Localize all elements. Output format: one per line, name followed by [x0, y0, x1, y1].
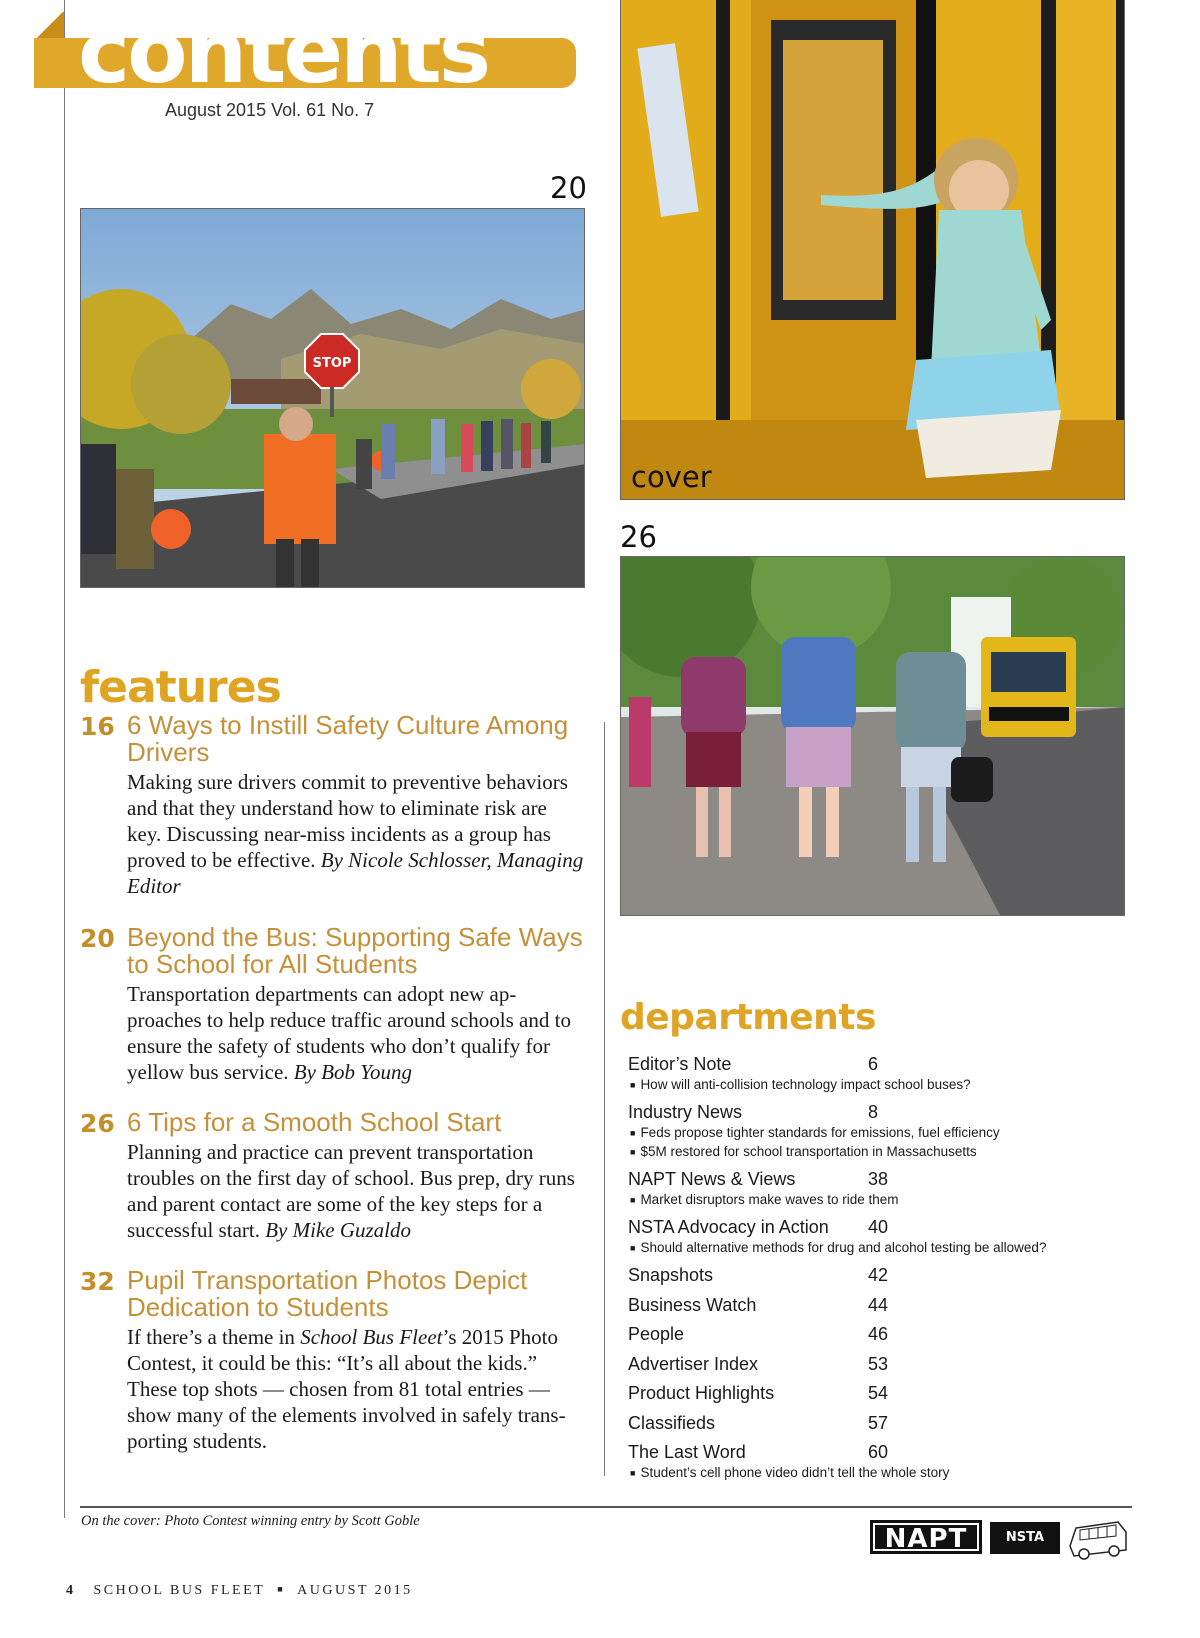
- department-item[interactable]: [628, 1054, 1098, 1095]
- feature-description: [127, 769, 585, 899]
- feature-page-number: 16: [80, 712, 115, 741]
- department-subitem: ■ Student’s cell phone video didn’t tell the whole story: [628, 1464, 1098, 1483]
- feature-summary: Planning and practice can prevent transportation troubles on the first day of school. Bus prep, dry runs and parent contact are some of the key steps for a successful start.: [127, 1140, 575, 1242]
- department-name[interactable]: Classifieds: [628, 1412, 716, 1433]
- department-name[interactable]: NSTA Advocacy in Action: [628, 1217, 829, 1237]
- department-name[interactable]: Advertiser Index: [628, 1353, 759, 1374]
- department-item[interactable]: [628, 1442, 1098, 1483]
- department-item[interactable]: [628, 1413, 1098, 1435]
- cover-image: [621, 0, 1125, 500]
- feature-summary: Making sure drivers commit to preventive behaviors and that they understand how to eliminate risk are key. Discussing near-miss incidents as a group has proved to be effective.: [127, 770, 568, 872]
- banner-fold: [34, 12, 64, 40]
- feature-summary-end: ’s 2015 Photo Contest, it could be this: “It’s all about the kids.” These top shots — chosen from 81 total entries — show many of the elements involved in safely trans-porting students.: [127, 1325, 566, 1453]
- department-name[interactable]: Editor’s Note: [628, 1054, 732, 1074]
- department-page: 40: [868, 1217, 889, 1237]
- department-page: 53: [868, 1353, 889, 1374]
- department-page: 57: [868, 1412, 889, 1433]
- students-walking-image: [621, 557, 1125, 916]
- feature-byline: By Nicole Schlosser, Managing Editor: [127, 848, 584, 898]
- feature-item[interactable]: [80, 924, 585, 1085]
- column-divider: [604, 722, 605, 1476]
- feature-description: [127, 981, 585, 1085]
- department-item[interactable]: [628, 1383, 1098, 1405]
- department-item[interactable]: [628, 1354, 1098, 1376]
- department-name[interactable]: People: [628, 1324, 685, 1344]
- feature-page-number: 26: [80, 1109, 115, 1138]
- department-item[interactable]: [628, 1295, 1098, 1317]
- left-margin-rule: [64, 0, 65, 1518]
- department-subitem: ■ How will anti-collision technology impact school buses?: [628, 1076, 1098, 1095]
- department-page: 42: [868, 1265, 889, 1285]
- students-walking-photo: [620, 556, 1125, 916]
- department-page: 8: [868, 1102, 879, 1122]
- school-bus-logo-icon: [1066, 1516, 1130, 1562]
- feature-description: [127, 1324, 585, 1454]
- photo-page-label-26: 26: [620, 520, 657, 554]
- photo-page-label-20: 20: [550, 171, 587, 205]
- department-item[interactable]: [628, 1324, 1098, 1346]
- feature-summary-start: If there’s a theme in: [127, 1325, 301, 1349]
- department-page: 46: [868, 1324, 889, 1344]
- publication-name: School Bus Fleet: [300, 1325, 443, 1349]
- department-item[interactable]: [628, 1169, 1098, 1210]
- feature-title[interactable]: 6 Tips for a Smooth School Start: [127, 1107, 502, 1137]
- folio-date: AUGUST 2015: [297, 1583, 413, 1598]
- feature-summary: Transportation departments can adopt new ap-proaches to help reduce traffic around schools and to ensure the safety of students who don’t qualify for yellow bus service.: [127, 982, 571, 1084]
- feature-byline: By Bob Young: [293, 1060, 413, 1084]
- department-name[interactable]: NAPT News & Views: [628, 1169, 796, 1189]
- folio-separator: ■: [277, 1584, 286, 1594]
- department-name[interactable]: Business Watch: [628, 1294, 757, 1315]
- feature-byline: By Mike Guzaldo: [265, 1218, 412, 1242]
- department-item[interactable]: [628, 1265, 1098, 1287]
- department-subitem: ■ Should alternative methods for drug and alcohol testing be allowed?: [628, 1239, 1098, 1258]
- feature-title[interactable]: 6 Ways to Instill Safety Culture Among Drivers: [127, 710, 569, 767]
- department-page: 44: [868, 1294, 889, 1315]
- department-page: 54: [868, 1383, 889, 1403]
- feature-item[interactable]: [80, 1267, 585, 1454]
- department-page: 60: [868, 1442, 889, 1462]
- folio-publication: SCHOOL BUS FLEET: [93, 1583, 266, 1598]
- issue-info: August 2015 Vol. 61 No. 7: [165, 100, 375, 120]
- crossing-guard-image: [81, 209, 585, 588]
- departments-heading: departments: [620, 997, 876, 1038]
- cover-photo: [620, 0, 1125, 500]
- feature-page-number: 32: [80, 1267, 115, 1296]
- department-subitem: ■ Market disruptors make waves to ride them: [628, 1191, 1098, 1210]
- departments-list: [628, 1054, 1098, 1490]
- department-item[interactable]: [628, 1102, 1098, 1162]
- department-subitem: ■ Feds propose tighter standards for emissions, fuel efficiency: [628, 1124, 1098, 1143]
- footer-rule: [80, 1506, 1132, 1508]
- cover-credit: On the cover: Photo Contest winning entry by Scott Goble: [81, 1513, 420, 1529]
- crossing-guard-photo: [80, 208, 585, 588]
- svg-text:STOP: STOP: [312, 356, 352, 371]
- features-heading: features: [80, 662, 281, 713]
- feature-title[interactable]: Pupil Transportation Photos Depict Dedication to Students: [127, 1265, 528, 1322]
- department-name[interactable]: Product Highlights: [628, 1383, 775, 1403]
- feature-description: [127, 1139, 585, 1243]
- department-name[interactable]: The Last Word: [628, 1442, 746, 1462]
- department-name[interactable]: Snapshots: [628, 1265, 714, 1285]
- napt-logo: NAPT: [870, 1520, 982, 1554]
- page-title: contents: [78, 0, 489, 103]
- partner-logos: [870, 1516, 1130, 1562]
- folio-page-number: 4: [66, 1583, 76, 1598]
- department-subitem: ■ $5M restored for school transportation in Massachusetts: [628, 1143, 1098, 1162]
- department-item[interactable]: [628, 1217, 1098, 1258]
- feature-title[interactable]: Beyond the Bus: Supporting Safe Ways to School for All Students: [127, 922, 583, 979]
- department-name[interactable]: Industry News: [628, 1102, 743, 1122]
- feature-item[interactable]: [80, 712, 585, 899]
- department-page: 6: [868, 1054, 879, 1074]
- feature-page-number: 20: [80, 924, 115, 953]
- feature-item[interactable]: [80, 1109, 585, 1243]
- page-folio: [66, 1583, 413, 1599]
- department-page: 38: [868, 1169, 889, 1189]
- cover-label: cover: [631, 460, 712, 494]
- nsta-logo: NSTA: [990, 1522, 1060, 1554]
